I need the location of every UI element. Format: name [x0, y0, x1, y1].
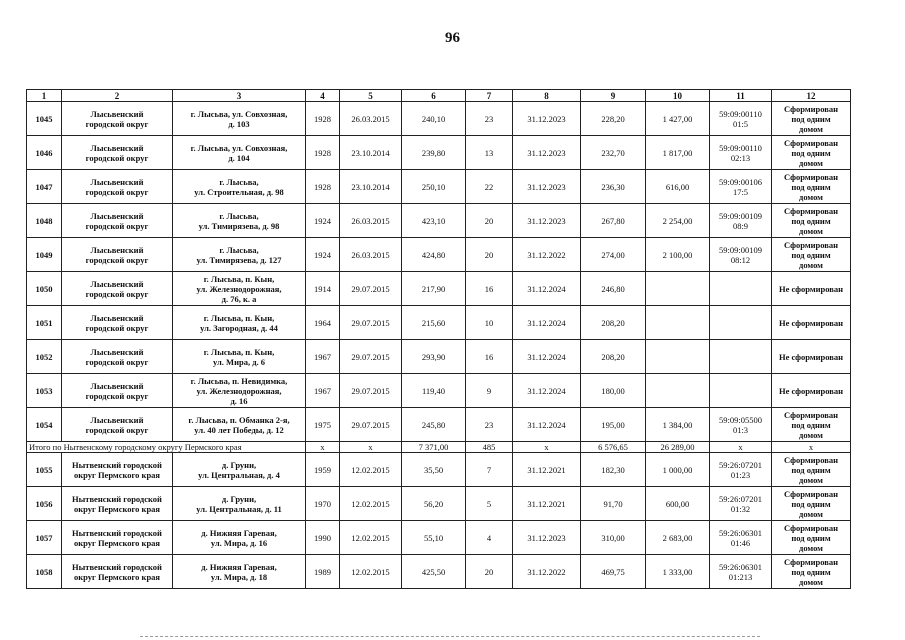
land-status-cell: Не сформирован: [772, 340, 851, 374]
address-cell: г. Лысьва, п. Обманка 2-я, ул. 40 лет Победы, д. 12: [173, 408, 306, 442]
recognition-date-cell: 29.07.2015: [340, 374, 402, 408]
living-area-cell: 182,30: [581, 453, 646, 487]
table-row: [27, 340, 851, 374]
cadastral-number-cell: 59:09:00109 08:12: [710, 238, 772, 272]
recognition-date-cell: 23.10.2014: [340, 170, 402, 204]
address-cell: д. Нижняя Гаревая, ул. Мира, д. 16: [173, 521, 306, 555]
land-area-cell: 1 427,00: [646, 102, 710, 136]
land-area-cell: 2 254,00: [646, 204, 710, 238]
header-cell-6: 6: [402, 90, 466, 102]
year-built-cell: 1924: [306, 238, 340, 272]
municipality-cell: Лысьвенский городской округ: [62, 136, 173, 170]
address-cell: д. Груни, ул. Центральная, д. 4: [173, 453, 306, 487]
cadastral-number-cell: 59:09:00110 02:13: [710, 136, 772, 170]
land-area-cell: [646, 306, 710, 340]
total-area-cell: 55,10: [402, 521, 466, 555]
header-cell-4: 4: [306, 90, 340, 102]
table-row: [27, 408, 851, 442]
relocation-deadline-cell: 31.12.2024: [513, 272, 581, 306]
residents-count-cell: 20: [466, 555, 513, 589]
living-area-cell: 208,20: [581, 340, 646, 374]
relocation-deadline-cell: 31.12.2023: [513, 136, 581, 170]
residents-count-cell: 10: [466, 306, 513, 340]
total-area-cell: 250,10: [402, 170, 466, 204]
year-built-cell: 1967: [306, 340, 340, 374]
address-cell: г. Лысьва, ул. Совхозная, д. 104: [173, 136, 306, 170]
land-area-cell: 1 817,00: [646, 136, 710, 170]
relocation-deadline-cell: 31.12.2022: [513, 555, 581, 589]
municipality-cell: Лысьвенский городской округ: [62, 408, 173, 442]
residents-count-cell: 20: [466, 238, 513, 272]
land-status-cell: Сформирован под одним домом: [772, 136, 851, 170]
relocation-deadline-cell: 31.12.2023: [513, 521, 581, 555]
row-number-cell: 1051: [27, 306, 62, 340]
relocation-deadline-cell: 31.12.2023: [513, 102, 581, 136]
row-number-cell: 1053: [27, 374, 62, 408]
table-row: [27, 453, 851, 487]
address-cell: г. Лысьва, ул. Тимирязева, д. 98: [173, 204, 306, 238]
recognition-date-cell: 26.03.2015: [340, 204, 402, 238]
residents-count-cell: 13: [466, 136, 513, 170]
recognition-date-cell: 12.02.2015: [340, 487, 402, 521]
header-cell-9: 9: [581, 90, 646, 102]
year-built-cell: 1928: [306, 102, 340, 136]
total-cell: х: [710, 442, 772, 453]
year-built-cell: 1914: [306, 272, 340, 306]
land-status-cell: Сформирован под одним домом: [772, 521, 851, 555]
land-status-cell: Сформирован под одним домом: [772, 555, 851, 589]
municipality-cell: Лысьвенский городской округ: [62, 374, 173, 408]
row-number-cell: 1049: [27, 238, 62, 272]
cadastral-number-cell: 59:26:06301 01:213: [710, 555, 772, 589]
land-status-cell: Сформирован под одним домом: [772, 408, 851, 442]
row-number-cell: 1048: [27, 204, 62, 238]
row-number-cell: 1058: [27, 555, 62, 589]
total-cell: 485: [466, 442, 513, 453]
cadastral-number-cell: [710, 272, 772, 306]
recognition-date-cell: 12.02.2015: [340, 555, 402, 589]
relocation-deadline-cell: 31.12.2024: [513, 306, 581, 340]
relocation-deadline-cell: 31.12.2022: [513, 238, 581, 272]
header-cell-8: 8: [513, 90, 581, 102]
total-area-cell: 239,80: [402, 136, 466, 170]
page-number: 96: [445, 30, 460, 46]
cadastral-number-cell: [710, 340, 772, 374]
row-number-cell: 1057: [27, 521, 62, 555]
row-number-cell: 1045: [27, 102, 62, 136]
residents-count-cell: 20: [466, 204, 513, 238]
table-body: [27, 90, 851, 589]
relocation-deadline-cell: 31.12.2023: [513, 204, 581, 238]
address-cell: г. Лысьва, п. Кын, ул. Железнодорожная, д. 76, к. а: [173, 272, 306, 306]
relocation-deadline-cell: 31.12.2024: [513, 408, 581, 442]
cadastral-number-cell: 59:26:06301 01:46: [710, 521, 772, 555]
municipality-cell: Лысьвенский городской округ: [62, 170, 173, 204]
residents-count-cell: 23: [466, 102, 513, 136]
living-area-cell: 91,70: [581, 487, 646, 521]
living-area-cell: 267,80: [581, 204, 646, 238]
total-area-cell: 215,60: [402, 306, 466, 340]
total-area-cell: 217,90: [402, 272, 466, 306]
land-status-cell: Сформирован под одним домом: [772, 204, 851, 238]
total-area-cell: 35,50: [402, 453, 466, 487]
relocation-deadline-cell: 31.12.2024: [513, 374, 581, 408]
total-cell: 6 576,65: [581, 442, 646, 453]
total-row: [27, 442, 851, 453]
header-cell-12: 12: [772, 90, 851, 102]
table-row: [27, 521, 851, 555]
recognition-date-cell: 29.07.2015: [340, 306, 402, 340]
land-area-cell: 1 333,00: [646, 555, 710, 589]
land-status-cell: Сформирован под одним домом: [772, 238, 851, 272]
municipality-cell: Лысьвенский городской округ: [62, 306, 173, 340]
header-cell-2: 2: [62, 90, 173, 102]
municipality-cell: Лысьвенский городской округ: [62, 272, 173, 306]
land-area-cell: [646, 374, 710, 408]
total-cell: 26 289,00: [646, 442, 710, 453]
year-built-cell: 1989: [306, 555, 340, 589]
recognition-date-cell: 29.07.2015: [340, 340, 402, 374]
municipality-cell: Нытвенский городской округ Пермского края: [62, 453, 173, 487]
living-area-cell: 236,30: [581, 170, 646, 204]
municipality-cell: Нытвенский городской округ Пермского края: [62, 521, 173, 555]
municipality-cell: Нытвенский городской округ Пермского края: [62, 555, 173, 589]
row-number-cell: 1052: [27, 340, 62, 374]
residents-count-cell: 9: [466, 374, 513, 408]
year-built-cell: 1964: [306, 306, 340, 340]
total-cell: х: [306, 442, 340, 453]
total-label: Итого по Нытвенскому городскому округу Пермского края: [27, 442, 306, 453]
residents-count-cell: 4: [466, 521, 513, 555]
table-row: [27, 306, 851, 340]
year-built-cell: 1928: [306, 170, 340, 204]
recognition-date-cell: 12.02.2015: [340, 521, 402, 555]
recognition-date-cell: 29.07.2015: [340, 272, 402, 306]
cadastral-number-cell: 59:26:07201 01:23: [710, 453, 772, 487]
table-row: [27, 487, 851, 521]
municipality-cell: Лысьвенский городской округ: [62, 238, 173, 272]
header-cell-7: 7: [466, 90, 513, 102]
residents-count-cell: 23: [466, 408, 513, 442]
land-status-cell: Не сформирован: [772, 374, 851, 408]
header-cell-5: 5: [340, 90, 402, 102]
living-area-cell: 232,70: [581, 136, 646, 170]
total-area-cell: 425,50: [402, 555, 466, 589]
land-status-cell: Сформирован под одним домом: [772, 170, 851, 204]
relocation-deadline-cell: 31.12.2021: [513, 487, 581, 521]
land-status-cell: Не сформирован: [772, 272, 851, 306]
total-area-cell: 119,40: [402, 374, 466, 408]
residents-count-cell: 16: [466, 272, 513, 306]
living-area-cell: 208,20: [581, 306, 646, 340]
address-cell: г. Лысьва, п. Невидимка, ул. Железнодорожная, д. 16: [173, 374, 306, 408]
row-number-cell: 1054: [27, 408, 62, 442]
year-built-cell: 1924: [306, 204, 340, 238]
table-header-row: [27, 90, 851, 102]
living-area-cell: 469,75: [581, 555, 646, 589]
cadastral-number-cell: [710, 306, 772, 340]
residents-count-cell: 7: [466, 453, 513, 487]
recognition-date-cell: 29.07.2015: [340, 408, 402, 442]
residents-count-cell: 16: [466, 340, 513, 374]
year-built-cell: 1967: [306, 374, 340, 408]
recognition-date-cell: 12.02.2015: [340, 453, 402, 487]
total-area-cell: 424,80: [402, 238, 466, 272]
address-cell: д. Груни, ул. Центральная, д. 11: [173, 487, 306, 521]
header-cell-11: 11: [710, 90, 772, 102]
year-built-cell: 1990: [306, 521, 340, 555]
page-bottom-edge: [140, 636, 760, 637]
row-number-cell: 1050: [27, 272, 62, 306]
land-area-cell: 2 100,00: [646, 238, 710, 272]
land-area-cell: [646, 340, 710, 374]
recognition-date-cell: 26.03.2015: [340, 238, 402, 272]
year-built-cell: 1970: [306, 487, 340, 521]
land-area-cell: 616,00: [646, 170, 710, 204]
row-number-cell: 1047: [27, 170, 62, 204]
table-row: [27, 204, 851, 238]
land-area-cell: 600,00: [646, 487, 710, 521]
total-area-cell: 245,80: [402, 408, 466, 442]
header-cell-3: 3: [173, 90, 306, 102]
housing-registry-table: [26, 89, 851, 589]
living-area-cell: 180,00: [581, 374, 646, 408]
table-row: [27, 136, 851, 170]
land-area-cell: [646, 272, 710, 306]
land-status-cell: Сформирован под одним домом: [772, 487, 851, 521]
year-built-cell: 1975: [306, 408, 340, 442]
row-number-cell: 1056: [27, 487, 62, 521]
land-area-cell: 1 384,00: [646, 408, 710, 442]
address-cell: г. Лысьва, ул. Совхозная, д. 103: [173, 102, 306, 136]
living-area-cell: 195,00: [581, 408, 646, 442]
municipality-cell: Лысьвенский городской округ: [62, 340, 173, 374]
land-status-cell: Сформирован под одним домом: [772, 102, 851, 136]
header-cell-1: 1: [27, 90, 62, 102]
living-area-cell: 274,00: [581, 238, 646, 272]
municipality-cell: Лысьвенский городской округ: [62, 204, 173, 238]
relocation-deadline-cell: 31.12.2021: [513, 453, 581, 487]
residents-count-cell: 22: [466, 170, 513, 204]
land-status-cell: Сформирован под одним домом: [772, 453, 851, 487]
year-built-cell: 1928: [306, 136, 340, 170]
living-area-cell: 310,00: [581, 521, 646, 555]
address-cell: г. Лысьва, п. Кын, ул. Мира, д. 6: [173, 340, 306, 374]
table-row: [27, 555, 851, 589]
residents-count-cell: 5: [466, 487, 513, 521]
municipality-cell: Лысьвенский городской округ: [62, 102, 173, 136]
cadastral-number-cell: 59:09:05500 01:3: [710, 408, 772, 442]
header-cell-10: 10: [646, 90, 710, 102]
address-cell: д. Нижняя Гаревая, ул. Мира, д. 18: [173, 555, 306, 589]
row-number-cell: 1046: [27, 136, 62, 170]
table-row: [27, 374, 851, 408]
total-cell: х: [340, 442, 402, 453]
total-area-cell: 56,20: [402, 487, 466, 521]
land-status-cell: Не сформирован: [772, 306, 851, 340]
table-row: [27, 102, 851, 136]
address-cell: г. Лысьва, ул. Тимирязева, д. 127: [173, 238, 306, 272]
total-area-cell: 293,90: [402, 340, 466, 374]
land-area-cell: 2 683,00: [646, 521, 710, 555]
recognition-date-cell: 26.03.2015: [340, 102, 402, 136]
cadastral-number-cell: 59:09:00110 01:5: [710, 102, 772, 136]
total-cell: х: [772, 442, 851, 453]
total-area-cell: 240,10: [402, 102, 466, 136]
municipality-cell: Нытвенский городской округ Пермского края: [62, 487, 173, 521]
row-number-cell: 1055: [27, 453, 62, 487]
living-area-cell: 246,80: [581, 272, 646, 306]
recognition-date-cell: 23.10.2014: [340, 136, 402, 170]
cadastral-number-cell: 59:26:07201 01:32: [710, 487, 772, 521]
address-cell: г. Лысьва, ул. Строительная, д. 98: [173, 170, 306, 204]
relocation-deadline-cell: 31.12.2023: [513, 170, 581, 204]
total-cell: х: [513, 442, 581, 453]
cadastral-number-cell: 59:09:00109 08:9: [710, 204, 772, 238]
address-cell: г. Лысьва, п. Кын, ул. Загородная, д. 44: [173, 306, 306, 340]
relocation-deadline-cell: 31.12.2024: [513, 340, 581, 374]
table-row: [27, 238, 851, 272]
total-area-cell: 423,10: [402, 204, 466, 238]
cadastral-number-cell: [710, 374, 772, 408]
table-row: [27, 170, 851, 204]
year-built-cell: 1959: [306, 453, 340, 487]
cadastral-number-cell: 59:09:00106 17:5: [710, 170, 772, 204]
table-row: [27, 272, 851, 306]
land-area-cell: 1 000,00: [646, 453, 710, 487]
living-area-cell: 228,20: [581, 102, 646, 136]
total-cell: 7 371,00: [402, 442, 466, 453]
